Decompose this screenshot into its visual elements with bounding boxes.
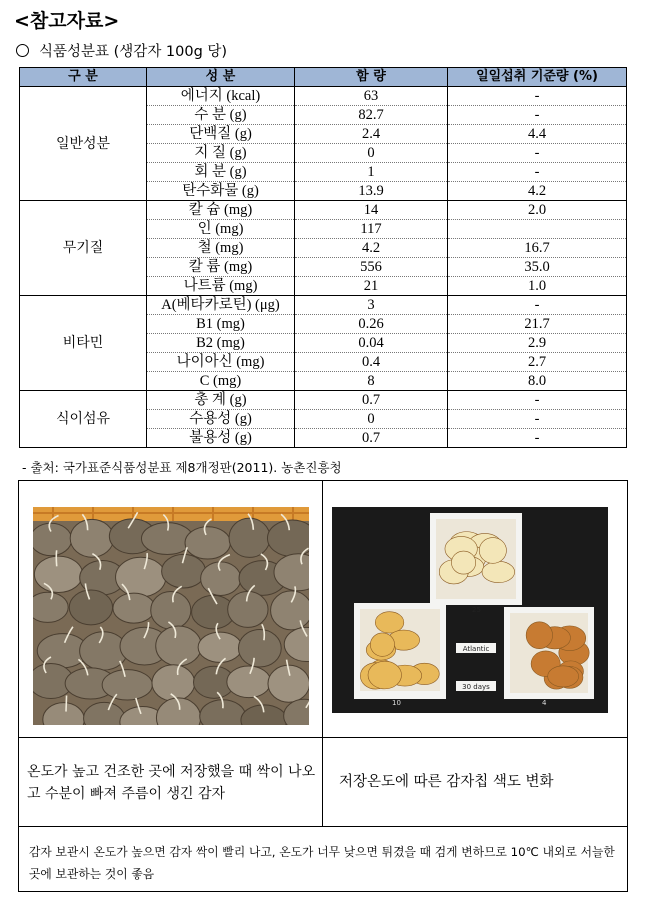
- header-daily: 일일섭취 기준량 (%): [448, 68, 627, 87]
- storage-note: 감자 보관시 온도가 높으면 감자 싹이 빨리 나고, 온도가 너무 낮으면 튀겼을 때 검게 변하므로 10℃ 내외로 서늘한 곳에 보관하는 것이 좋음: [29, 845, 615, 881]
- amount-cell: 63: [295, 87, 448, 106]
- amount-cell: 0.7: [295, 391, 448, 410]
- component-cell: 총 계 (g): [147, 391, 295, 410]
- page-title: <참고자료>: [14, 10, 120, 32]
- amount-cell: 0.04: [295, 334, 448, 353]
- amount-cell: 0.26: [295, 315, 448, 334]
- potato-shape: [227, 666, 271, 698]
- daily-cell: -: [448, 106, 627, 125]
- component-cell: 단백질 (g): [147, 125, 295, 144]
- temp-label-25: 25: [472, 606, 481, 614]
- table-subtitle: [16, 40, 227, 61]
- chip-color-photo: [332, 507, 608, 713]
- table-body: [20, 87, 627, 448]
- daily-cell: 2.7: [448, 353, 627, 372]
- daily-cell: 35.0: [448, 258, 627, 277]
- component-cell: A(베타카로틴) (μg): [147, 296, 295, 315]
- category-cell: 비타민: [20, 296, 147, 391]
- amount-cell: 3: [295, 296, 448, 315]
- daily-cell: -: [448, 87, 627, 106]
- component-cell: 지 질 (g): [147, 144, 295, 163]
- vertical-divider: [322, 481, 323, 826]
- potato-shape: [113, 593, 155, 623]
- potato-shape: [185, 527, 230, 559]
- header-category: 구 분: [20, 68, 147, 87]
- potato-shape: [198, 632, 242, 662]
- amount-cell: 117: [295, 220, 448, 239]
- daily-cell: -: [448, 163, 627, 182]
- daily-cell: 4.4: [448, 125, 627, 144]
- daily-cell: -: [448, 429, 627, 448]
- amount-cell: 21: [295, 277, 448, 296]
- table-row: [20, 391, 627, 410]
- potato-shape: [238, 630, 281, 667]
- daily-cell: -: [448, 391, 627, 410]
- component-cell: 회 분 (g): [147, 163, 295, 182]
- amount-cell: 0: [295, 410, 448, 429]
- category-cell: 일반성분: [20, 87, 147, 201]
- amount-cell: 556: [295, 258, 448, 277]
- chip-shape: [368, 661, 401, 689]
- potato-shape: [34, 556, 82, 592]
- daily-cell: 8.0: [448, 372, 627, 391]
- table-row: [20, 87, 627, 106]
- component-cell: 나이아신 (mg): [147, 353, 295, 372]
- category-cell: 무기질: [20, 201, 147, 296]
- photo-panel: [18, 480, 628, 892]
- potato-shape: [33, 592, 68, 622]
- daily-cell: 16.7: [448, 239, 627, 258]
- component-cell: 철 (mg): [147, 239, 295, 258]
- potato-shape: [156, 626, 202, 666]
- component-cell: 나트륨 (mg): [147, 277, 295, 296]
- horizontal-divider-top: [19, 737, 627, 738]
- component-cell: C (mg): [147, 372, 295, 391]
- table-row: [20, 296, 627, 315]
- amount-cell: 1: [295, 163, 448, 182]
- amount-cell: 2.4: [295, 125, 448, 144]
- category-cell: 식이섬유: [20, 391, 147, 448]
- potato-shape: [102, 670, 152, 700]
- chip-days-label: 30 days: [462, 683, 490, 691]
- potato-shape: [70, 519, 113, 557]
- component-cell: 인 (mg): [147, 220, 295, 239]
- chip-shape: [479, 538, 506, 564]
- daily-cell: [448, 220, 627, 239]
- daily-cell: 4.2: [448, 182, 627, 201]
- potato-shape: [201, 562, 241, 596]
- potato-shape: [141, 523, 192, 555]
- amount-cell: 4.2: [295, 239, 448, 258]
- daily-cell: -: [448, 410, 627, 429]
- daily-cell: -: [448, 144, 627, 163]
- daily-cell: 2.9: [448, 334, 627, 353]
- amount-cell: 82.7: [295, 106, 448, 125]
- component-cell: 불용성 (g): [147, 429, 295, 448]
- component-cell: 칼 륨 (mg): [147, 258, 295, 277]
- header-component: 성 분: [147, 68, 295, 87]
- chip-shape: [370, 633, 394, 656]
- chip-shape: [482, 561, 515, 582]
- amount-cell: 8: [295, 372, 448, 391]
- amount-cell: 14: [295, 201, 448, 220]
- chip-shape: [548, 666, 579, 687]
- horizontal-divider-bottom: [19, 826, 627, 827]
- amount-cell: 0.4: [295, 353, 448, 372]
- nutrition-table: [19, 67, 627, 448]
- potato-shape: [69, 590, 112, 625]
- daily-cell: 21.7: [448, 315, 627, 334]
- component-cell: 에너지 (kcal): [147, 87, 295, 106]
- left-photo-caption: 온도가 높고 건조한 곳에 저장했을 때 싹이 나오고 수분이 빠져 주름이 생긴 감자: [27, 764, 316, 802]
- daily-cell: -: [448, 296, 627, 315]
- sprout-shape: [66, 696, 67, 712]
- component-cell: 칼 슘 (mg): [147, 201, 295, 220]
- right-photo-caption: 저장온도에 따른 감자칩 색도 변화: [339, 774, 554, 790]
- potato-shape: [80, 632, 128, 670]
- source-note: - 출처: 국가표준식품성분표 제8개정판(2011). 농촌진흥청: [22, 460, 342, 475]
- component-cell: 수용성 (g): [147, 410, 295, 429]
- component-cell: 탄수화물 (g): [147, 182, 295, 201]
- table-header-row: [20, 68, 627, 87]
- temp-label-4: 4: [542, 699, 547, 707]
- daily-cell: 2.0: [448, 201, 627, 220]
- table-row: [20, 201, 627, 220]
- daily-cell: 1.0: [448, 277, 627, 296]
- sprouted-potatoes-photo: [33, 507, 309, 725]
- potato-shape: [271, 591, 309, 630]
- chip-shape: [375, 612, 404, 633]
- circle-bullet-icon: [16, 44, 29, 57]
- potato-shape: [33, 523, 72, 555]
- subtitle-text: 식품성분표 (생감자 100g 당): [39, 44, 228, 60]
- chip-shape: [526, 622, 552, 649]
- potato-shape: [229, 518, 270, 557]
- amount-cell: 0: [295, 144, 448, 163]
- potato-shape: [116, 557, 166, 597]
- amount-cell: 0.7: [295, 429, 448, 448]
- amount-cell: 13.9: [295, 182, 448, 201]
- component-cell: 수 분 (g): [147, 106, 295, 125]
- chip-brand-label: Atlantic: [462, 645, 490, 653]
- component-cell: B1 (mg): [147, 315, 295, 334]
- temp-label-10: 10: [392, 699, 401, 707]
- component-cell: B2 (mg): [147, 334, 295, 353]
- header-amount: 함 량: [295, 68, 448, 87]
- chip-shape: [451, 551, 475, 574]
